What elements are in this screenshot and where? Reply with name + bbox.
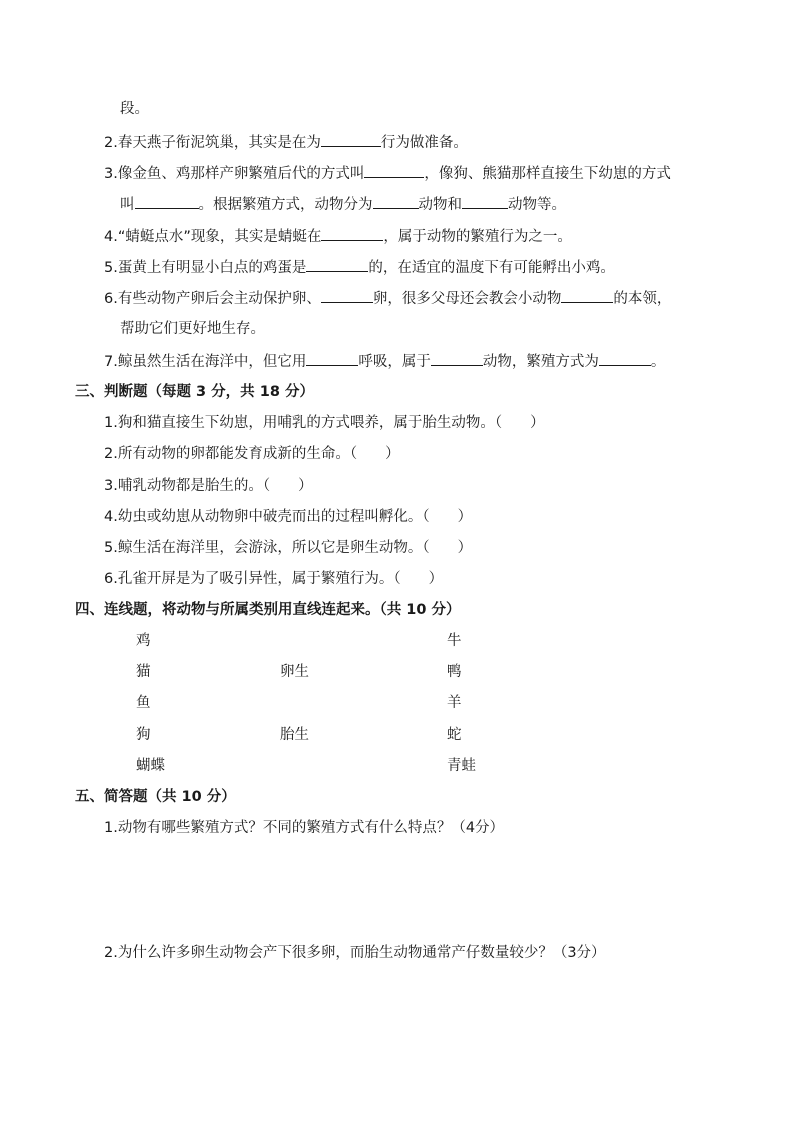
judge-3-number: 3. bbox=[104, 478, 118, 494]
match-right-2[interactable]: 鸭 bbox=[447, 664, 462, 680]
match-right-5[interactable]: 青蛙 bbox=[447, 758, 476, 774]
judge-item-6 bbox=[104, 569, 443, 589]
q7-text-d: 。 bbox=[650, 354, 666, 370]
fill-q6-line1 bbox=[104, 288, 671, 309]
q3-blank-2[interactable] bbox=[135, 194, 199, 209]
q7-text-c: 动物，繁殖方式为 bbox=[482, 354, 599, 370]
short-answer-q2: 2.为什么许多卵生动物会产下很多卵，而胎生动物通常产仔数量较少？（3分） bbox=[104, 945, 606, 961]
fill-q7 bbox=[104, 351, 665, 372]
match-left-3[interactable]: 鱼 bbox=[136, 695, 151, 711]
q6-blank-2[interactable] bbox=[561, 288, 613, 303]
judge-4-text: 幼虫或幼崽从动物卵中破壳而出的过程叫孵化。（ bbox=[117, 509, 430, 525]
judge-5-text: 鲸生活在海洋里，会游泳，所以它是卵生动物。（ bbox=[117, 540, 430, 556]
judge-item-4 bbox=[104, 507, 472, 527]
match-right-4[interactable]: 蛇 bbox=[447, 727, 462, 743]
q3-text-a: 像金鱼、鸡那样产卵繁殖后代的方式叫 bbox=[117, 166, 365, 182]
q4-number: 4. bbox=[104, 229, 118, 245]
judge-6-number: 6. bbox=[104, 571, 118, 587]
q3-text-c: 叫 bbox=[120, 197, 135, 213]
q3-text-e: 动物和 bbox=[418, 197, 462, 213]
q6-text-d: 帮助它们更好地生存。 bbox=[120, 321, 265, 337]
q6-text-c: 的本领， bbox=[613, 291, 672, 307]
judge-2-number: 2. bbox=[104, 446, 118, 462]
q6-text-b: 卵，很多父母还会教会小动物 bbox=[372, 291, 562, 307]
q3-blank-3[interactable] bbox=[373, 194, 419, 209]
judge-item-3 bbox=[104, 476, 313, 496]
judge-2-text: 所有动物的卵都能发育成新的生命。（ bbox=[117, 446, 358, 462]
fill-q4 bbox=[104, 226, 572, 247]
judge-3-close: ） bbox=[298, 478, 313, 494]
judge-1-text: 狗和猫直接生下幼崽，用哺乳的方式喂养，属于胎生动物。（ bbox=[117, 415, 503, 431]
q3-text-d: 。根据繁殖方式，动物分为 bbox=[198, 197, 373, 213]
match-right-1[interactable]: 牛 bbox=[447, 633, 462, 649]
judge-4-number: 4. bbox=[104, 509, 118, 525]
match-left-4[interactable]: 狗 bbox=[136, 727, 151, 743]
q3-blank-1[interactable] bbox=[364, 163, 424, 178]
judge-3-text: 哺乳动物都是胎生的。（ bbox=[117, 478, 271, 494]
q2-blank[interactable] bbox=[321, 132, 381, 147]
match-left-1[interactable]: 鸡 bbox=[136, 633, 151, 649]
q2-text-a: 春天燕子衔泥筑巢，其实是在为 bbox=[117, 135, 321, 151]
fill-q2 bbox=[104, 132, 468, 153]
judge-item-5 bbox=[104, 538, 472, 558]
q1-cont-text: 段。 bbox=[120, 101, 149, 117]
q4-text-b: ，属于动物的繁殖行为之一。 bbox=[383, 229, 572, 245]
judge-item-1 bbox=[104, 413, 545, 433]
match-category-oviparous[interactable]: 卵生 bbox=[280, 664, 309, 680]
q5-blank[interactable] bbox=[306, 257, 368, 272]
match-category-viviparous[interactable]: 胎生 bbox=[280, 727, 309, 743]
q5-text-a: 蛋黄上有明显小白点的鸡蛋是 bbox=[117, 260, 307, 276]
q7-blank-3[interactable] bbox=[599, 351, 651, 366]
matching-section-title: 四、连线题，将动物与所属类别用直线连起来。（共 10 分） bbox=[75, 602, 461, 618]
fill-q6-line2 bbox=[120, 319, 265, 339]
match-left-5[interactable]: 蝴蝶 bbox=[136, 758, 165, 774]
q7-number: 7. bbox=[104, 354, 118, 370]
judge-section-title: 三、判断题（每题 3 分，共 18 分） bbox=[75, 384, 314, 400]
match-right-3[interactable]: 羊 bbox=[447, 695, 462, 711]
judge-6-close: ） bbox=[428, 571, 444, 587]
q5-text-b: 的，在适宜的温度下有可能孵出小鸡。 bbox=[368, 260, 615, 276]
q6-blank-1[interactable] bbox=[321, 288, 373, 303]
q7-blank-1[interactable] bbox=[306, 351, 358, 366]
judge-4-close: ） bbox=[457, 509, 473, 525]
q4-blank[interactable] bbox=[321, 226, 383, 241]
q5-number: 5. bbox=[104, 260, 118, 276]
q2-number: 2. bbox=[104, 135, 118, 151]
q4-text-a: “蜻蜓点水”现象，其实是蜻蜓在 bbox=[117, 229, 322, 245]
fill-q5 bbox=[104, 257, 615, 278]
q7-text-a: 鲸虽然生活在海洋中，但它用 bbox=[117, 354, 307, 370]
judge-item-2 bbox=[104, 444, 400, 464]
q6-number: 6. bbox=[104, 291, 118, 307]
fill-q3-line2 bbox=[120, 194, 566, 215]
match-left-2[interactable]: 猫 bbox=[136, 664, 151, 680]
judge-5-close: ） bbox=[457, 540, 473, 556]
q3-blank-4[interactable] bbox=[462, 194, 508, 209]
q3-text-b: ，像狗、熊猫那样直接生下幼崽的方式 bbox=[424, 166, 671, 182]
q7-blank-2[interactable] bbox=[431, 351, 483, 366]
short-answer-q1: 1.动物有哪些繁殖方式？不同的繁殖方式有什么特点？（4分） bbox=[104, 820, 505, 836]
q1-continuation bbox=[120, 99, 149, 119]
judge-6-text: 孔雀开屏是为了吸引异性，属于繁殖行为。（ bbox=[117, 571, 401, 587]
short-answer-section-title: 五、简答题（共 10 分） bbox=[75, 789, 236, 805]
judge-1-close: ） bbox=[530, 415, 545, 431]
judge-5-number: 5. bbox=[104, 540, 118, 556]
judge-2-close: ） bbox=[385, 446, 400, 462]
q2-text-b: 行为做准备。 bbox=[380, 135, 468, 151]
q3-number: 3. bbox=[104, 166, 118, 182]
q6-text-a: 有些动物产卵后会主动保护卵、 bbox=[117, 291, 321, 307]
q7-text-b: 呼吸，属于 bbox=[358, 354, 431, 370]
q3-text-f: 动物等。 bbox=[508, 197, 566, 213]
judge-1-number: 1. bbox=[104, 415, 118, 431]
fill-q3-line1 bbox=[104, 163, 671, 184]
